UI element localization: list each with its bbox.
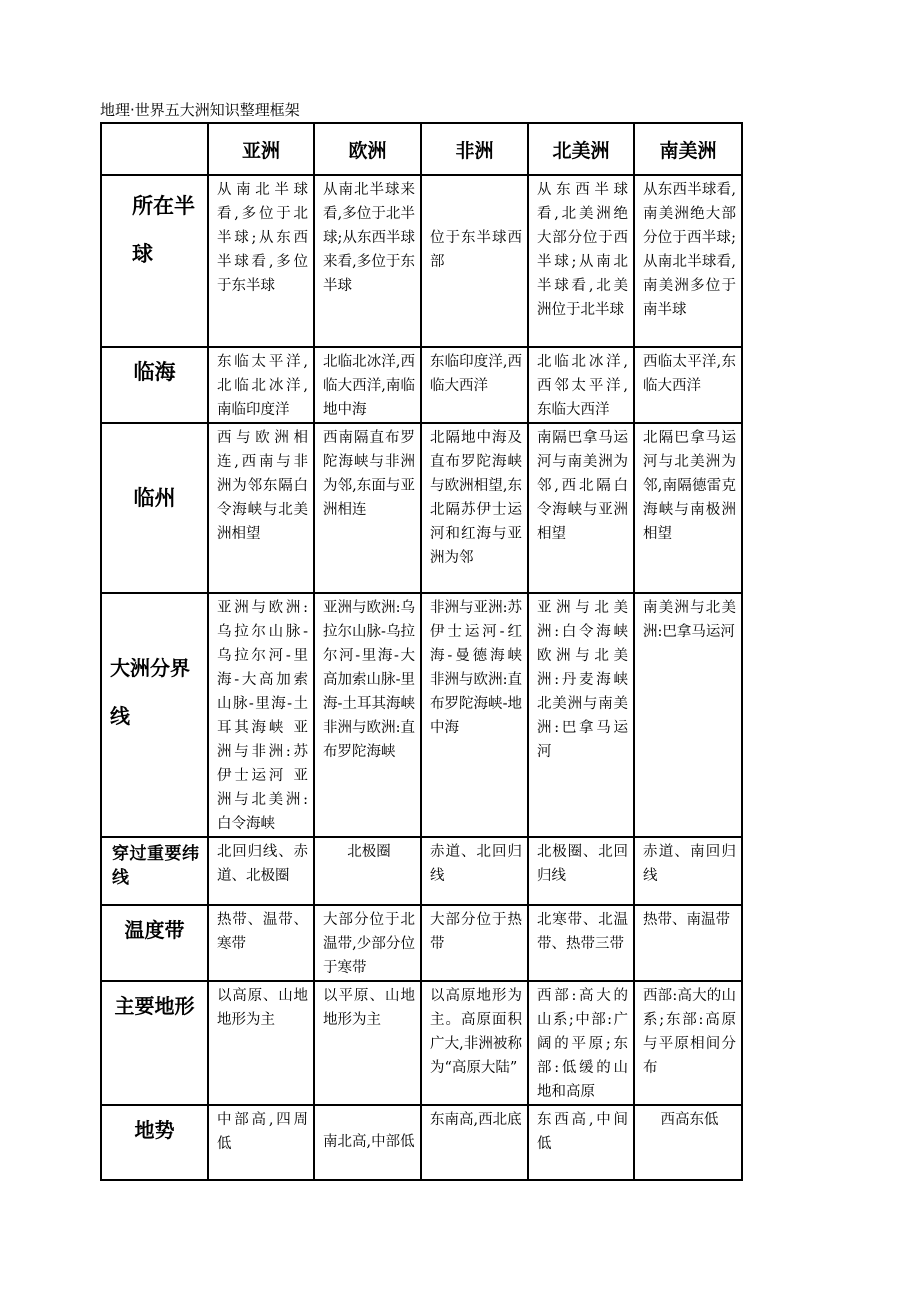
table-cell: 热带、温带、寒带 [208, 905, 314, 981]
table-cell: 西部:高大的山系;东部:高原与平原相间分布 [634, 981, 742, 1105]
table-cell: 西与欧洲相连,西南与非洲为邻东隔白令海峡与北美洲相望 [208, 423, 314, 593]
table-cell: 从南北半球看,多位于北半球;从东西半球看,多位于东半球 [208, 175, 314, 347]
table-cell: 亚洲与北美洲:白令海峡 欧洲与北美洲:丹麦海峡 北美洲与南美洲:巴拿马运河 [528, 593, 634, 837]
row-header-hemisphere: 所在半球 [101, 175, 208, 347]
row-header-latitudes: 穿过重要纬线 [101, 837, 208, 905]
table-cell: 北隔地中海及直布罗陀海峡与欧洲相望,东北隔苏伊士运河和红海与亚洲为邻 [421, 423, 528, 593]
table-cell: 大部分位于北温带,少部分位于寒带 [314, 905, 421, 981]
table-cell: 北回归线、赤道、北极圈 [208, 837, 314, 905]
table-row [101, 175, 742, 347]
row-header-terrain: 地势 [101, 1105, 208, 1180]
table-cell: 赤道、南回归线 [634, 837, 742, 905]
table-cell: 非洲与亚洲:苏伊士运河-红海-曼德海峡 非洲与欧洲:直布罗陀海峡-地中海 [421, 593, 528, 837]
row-header-boundaries: 大洲分界线 [101, 593, 208, 837]
table-cell: 南北高,中部低 [314, 1105, 421, 1180]
table-cell: 从东西半球看,南美洲绝大部分位于西半球;从南北半球看,南美洲多位于南半球 [634, 175, 742, 347]
continents-table [100, 122, 743, 1181]
table-cell: 北临北冰洋,西临大西洋,南临地中海 [314, 347, 421, 423]
table-cell: 中部高,四周低 [208, 1105, 314, 1180]
table-cell: 南隔巴拿马运河与南美洲为邻,西北隔白令海峡与亚洲相望 [528, 423, 634, 593]
page-title: 地理·世界五大洲知识整理框架 [100, 101, 300, 119]
table-cell: 大部分位于热带 [421, 905, 528, 981]
row-header-bordering-seas: 临海 [101, 347, 208, 423]
table-cell: 西部:高大的山系;中部:广阔的平原;东部:低缓的山地和高原 [528, 981, 634, 1105]
table-cell: 热带、南温带 [634, 905, 742, 981]
table-cell: 北极圈、北回归线 [528, 837, 634, 905]
table-cell: 以高原地形为主。高原面积广大,非洲被称为“高原大陆” [421, 981, 528, 1105]
column-header-north-america: 北美洲 [528, 123, 634, 175]
table-header-row [101, 123, 742, 175]
table-cell: 北寒带、北温带、热带三带 [528, 905, 634, 981]
row-header-neighbors: 临州 [101, 423, 208, 593]
table-row [101, 347, 742, 423]
table-cell: 北极圈 [314, 837, 421, 905]
table-cell: 以高原、山地地形为主 [208, 981, 314, 1105]
table-cell: 赤道、北回归线 [421, 837, 528, 905]
table-row [101, 1105, 742, 1180]
table-cell: 西临太平洋,东临大西洋 [634, 347, 742, 423]
table-cell: 北临北冰洋,西邻太平洋,东临大西洋 [528, 347, 634, 423]
table-cell: 东西高,中间低 [528, 1105, 634, 1180]
table-cell: 从东西半球看,北美洲绝大部分位于西半球;从南北半球看,北美洲位于北半球 [528, 175, 634, 347]
column-header-africa: 非洲 [421, 123, 528, 175]
table-cell: 东临太平洋,北临北冰洋,南临印度洋 [208, 347, 314, 423]
table-row [101, 981, 742, 1105]
table-cell: 北隔巴拿马运河与北美洲为邻,南隔德雷克海峡与南极洲相望 [634, 423, 742, 593]
table-cell: 东南高,西北底 [421, 1105, 528, 1180]
table-cell: 以平原、山地地形为主 [314, 981, 421, 1105]
table-row [101, 837, 742, 905]
column-header-asia: 亚洲 [208, 123, 314, 175]
table-cell: 亚洲与欧洲:乌拉尔山脉-乌拉尔河-里海-大高加索山脉-里海-土耳其海峡 亚洲与非洲:苏伊士运河 亚洲与北美洲:白令海峡 [208, 593, 314, 837]
table-row [101, 423, 742, 593]
table-row [101, 593, 742, 837]
row-header-landforms: 主要地形 [101, 981, 208, 1105]
corner-cell [101, 123, 208, 175]
table-cell: 西高东低 [634, 1105, 742, 1180]
table-cell: 亚洲与欧洲:乌拉尔山脉-乌拉尔河-里海-大高加索山脉-里海-土耳其海峡 非洲与欧洲:直布罗陀海峡 [314, 593, 421, 837]
table-cell: 西南隔直布罗陀海峡与非洲为邻,东面与亚洲相连 [314, 423, 421, 593]
table-cell: 位于东半球西部 [421, 175, 528, 347]
table-cell: 南美洲与北美洲:巴拿马运河 [634, 593, 742, 837]
table-cell: 东临印度洋,西临大西洋 [421, 347, 528, 423]
row-header-temperature-zones: 温度带 [101, 905, 208, 981]
column-header-europe: 欧洲 [314, 123, 421, 175]
column-header-south-america: 南美洲 [634, 123, 742, 175]
table-row [101, 905, 742, 981]
table-cell: 从南北半球来看,多位于北半球;从东西半球来看,多位于东半球 [314, 175, 421, 347]
